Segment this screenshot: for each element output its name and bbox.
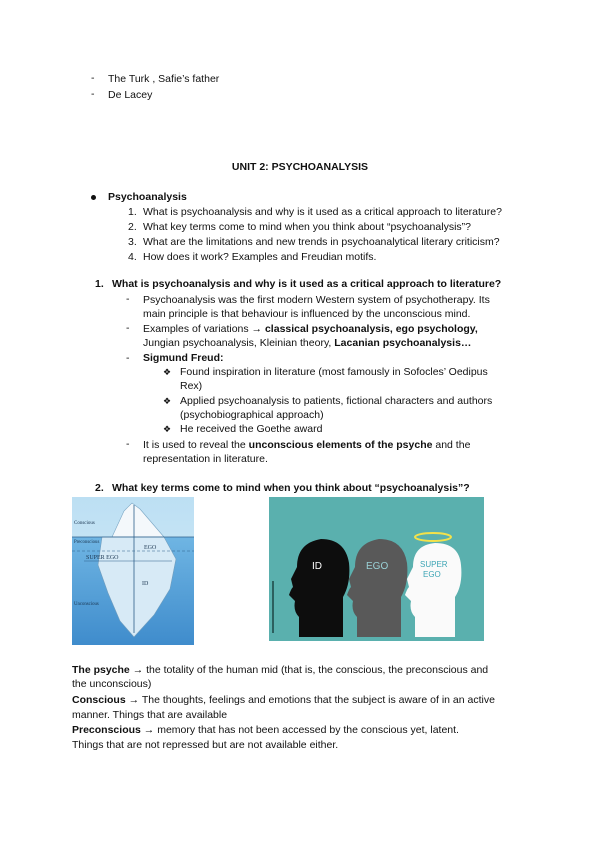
dash-marker: -: [126, 438, 130, 450]
section-number: 2.: [95, 482, 104, 494]
section-heading: What is psychoanalysis and why is it used as a critical approach to literature?: [112, 278, 502, 290]
diamond-bullet-icon: ❖: [163, 367, 172, 377]
text-run: It is used to reveal the: [143, 439, 249, 451]
list-number: 1.: [128, 206, 137, 218]
text-run: Jungian psychoanalysis, Kleinian theory,: [143, 337, 335, 349]
definition-line: the unconscious): [72, 678, 152, 690]
paragraph-line: [143, 438, 470, 452]
paragraph-line: representation in literature.: [143, 453, 268, 465]
paragraph-line: Rex): [180, 380, 203, 392]
bullet-heading: Psychoanalysis: [108, 191, 187, 203]
bold-text: unconscious elements of the psyche: [248, 439, 433, 451]
paragraph-line: He received the Goethe award: [180, 423, 323, 435]
id-label: ID: [142, 581, 149, 587]
dash-marker: -: [126, 293, 130, 305]
definition-line: [72, 723, 459, 737]
paragraph-line: Psychoanalysis was the first modern Western system of psychotherapy. Its: [143, 294, 490, 306]
watermark-strip: [272, 581, 274, 633]
ego-label: EGO: [144, 545, 157, 551]
definition-line: Things that are not repressed but are not available either.: [72, 739, 339, 751]
list-item: What are the limitations and new trends in psychoanalytical literary criticism?: [143, 236, 500, 248]
text-run: → the totality of the human mid (that is, the conscious, the preconscious and: [129, 664, 489, 676]
section-heading: What key terms come to mind when you think about “psychoanalysis”?: [112, 482, 470, 494]
text-run: → The thoughts, feelings and emotions that the subject is aware of in an active: [125, 694, 495, 706]
list-item: What is psychoanalysis and why is it used as a critical approach to literature?: [143, 206, 502, 218]
id-head-label: ID: [312, 561, 322, 572]
subheading: Sigmund Freud:: [143, 352, 224, 364]
dash-marker: -: [91, 72, 95, 84]
superego-head-label-2: EGO: [423, 570, 441, 579]
superego-head-label-1: SUPER: [420, 560, 448, 569]
section-number: 1.: [95, 278, 104, 290]
bold-text: classical psychoanalysis, ego psychology,: [264, 323, 478, 335]
list-item: The Turk , Safie’s father: [108, 73, 220, 85]
paragraph-line: main principle is that behaviour is influenced by the unconscious mind.: [143, 308, 471, 320]
paragraph-line: Found inspiration in literature (most famously in Sofocles’ Oedipus: [180, 366, 488, 378]
diamond-bullet-icon: ❖: [163, 396, 172, 406]
diamond-bullet-icon: ❖: [163, 424, 172, 434]
dash-marker: -: [126, 322, 130, 334]
text-run: → memory that has not been accessed by the conscious yet, latent.: [140, 724, 459, 736]
definition-line: [72, 663, 488, 677]
term: The psyche: [72, 664, 130, 676]
list-item: De Lacey: [108, 89, 153, 101]
conscious-label: Conscious: [74, 521, 95, 526]
dash-marker: -: [126, 352, 130, 364]
dash-marker: -: [91, 88, 95, 100]
paragraph-line: (psychobiographical approach): [180, 409, 324, 421]
definition-line: [72, 693, 495, 707]
paragraph-line: [143, 336, 471, 350]
list-item: What key terms come to mind when you think about “psychoanalysis”?: [143, 221, 471, 233]
bullet-icon: [91, 195, 96, 200]
list-item: How does it work? Examples and Freudian motifs.: [143, 251, 377, 263]
paragraph-line: [143, 322, 478, 336]
list-number: 3.: [128, 236, 137, 248]
superego-label: SUPER EGO: [86, 555, 119, 561]
unconscious-label: Unconscious: [74, 602, 99, 607]
definition-line: manner. Things that are available: [72, 709, 228, 721]
heads-illustration: [269, 497, 484, 641]
paragraph-line: Applied psychoanalysis to patients, fictional characters and authors: [180, 395, 493, 407]
term: Conscious: [72, 694, 126, 706]
bold-text: Lacanian psychoanalysis…: [334, 337, 472, 349]
ego-head-label: EGO: [366, 561, 389, 572]
preconscious-label: Preconscious: [74, 540, 100, 545]
page-title: UNIT 2: PSYCHOANALYSIS: [231, 161, 369, 173]
iceberg-drawing: [72, 497, 194, 645]
list-number: 4.: [128, 251, 137, 263]
list-number: 2.: [128, 221, 137, 233]
term: Preconscious: [72, 724, 141, 736]
text-run: Examples of variations →: [143, 323, 265, 335]
iceberg-diagram: [72, 497, 194, 645]
text-run: and the: [432, 439, 471, 451]
heads-drawing: [269, 497, 484, 641]
